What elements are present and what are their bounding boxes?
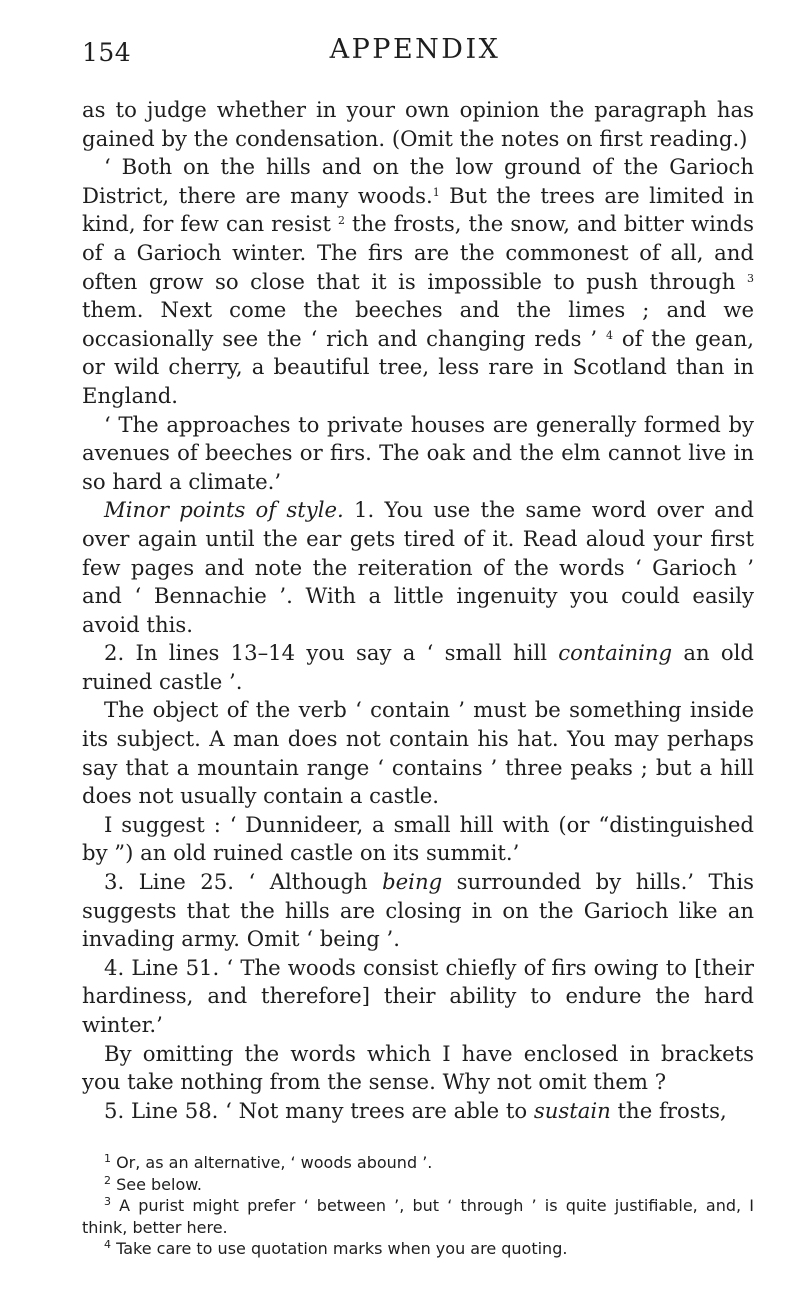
paragraph: 5. Line 58. ‘ Not many trees are able to sustain the frosts, — [104, 1097, 727, 1123]
paragraph: By omitting the words which I have enclosed in brackets you take nothing from the sense. Why not omit them ? — [82, 1040, 754, 1095]
running-head: APPENDIX — [329, 34, 501, 65]
paragraph: Minor points of style. 1. You use the same word over and over again until the ear gets tired of it. Read aloud your first few pages and note the reiteration of the words ‘ Garioch ’ and ‘ Bennachie ’. With a little ingenuity you could easily avoid this. — [82, 497, 754, 637]
footnote: $^2$ See below. — [104, 1173, 202, 1194]
paragraph: 3. Line 25. ‘ Although being surrounded by hills.’ This suggests that the hills are closing in on the Garioch like an invading army. Omit ‘ being ’. — [82, 869, 754, 952]
footnote-ref: 4 — [605, 328, 613, 342]
quoted-paragraph: ‘ Both on the hills and on the low ground of the Garioch District, there are many woods.$^1$ But the trees are limited in kind, for few can resist $^2$ the frosts, the snow, and bitter winds of a Garioch winter. The firs are the commonest of all, and often grow so close that it is impossible to push through $^3$ them. Next come the beeches and the limes ; and we occasionally see the ‘ rich and changing reds ’ $^4$ of the gean, or wild cherry, a beautiful tree, less rare in Scotland than in England. — [82, 154, 754, 408]
paragraph: I suggest : ‘ Dunnideer, a small hill with (or “distinguished by ”) an old ruined castle on its summit.’ — [82, 811, 754, 866]
footnote: $^1$ Or, as an alternative, ‘ woods abound ’. — [104, 1152, 433, 1172]
body-text — [82, 96, 754, 1125]
quoted-paragraph: ‘ The approaches to private houses are generally formed by avenues of beeches or firs. The oak and the elm cannot live in so hard a climate.’ — [82, 411, 754, 494]
footnote: $^4$ Take care to use quotation marks when you are quoting. — [104, 1238, 568, 1258]
footnote-ref: 2 — [337, 214, 345, 228]
footnote-ref: 1 — [432, 185, 440, 199]
paragraph: as to judge whether in your own opinion the paragraph has gained by the condensation. (Omit the notes on first reading.) — [82, 97, 754, 151]
footnote: $^3$ A purist might prefer ‘ between ’, but ‘ through ’ is quite justifiable, and, I think, better here. — [82, 1195, 754, 1237]
paragraph: 4. Line 51. ‘ The woods consist chiefly of firs owing to [their hardiness, and therefore] their ability to endure the hard winter.’ — [82, 954, 754, 1037]
section-heading: Minor points of style. — [104, 497, 344, 523]
paragraph: 2. In lines 13–14 you say a ‘ small hill containing an old ruined castle ’. — [82, 640, 754, 694]
footnotes — [82, 1152, 754, 1260]
footnote-ref: 3 — [747, 271, 754, 285]
paragraph: The object of the verb ‘ contain ’ must be something inside its subject. A man does not contain his hat. You may perhaps say that a mountain range ‘ contains ’ three peaks ; but a hill does not usually contain a castle. — [82, 697, 754, 809]
page-number: 154 — [82, 38, 132, 67]
